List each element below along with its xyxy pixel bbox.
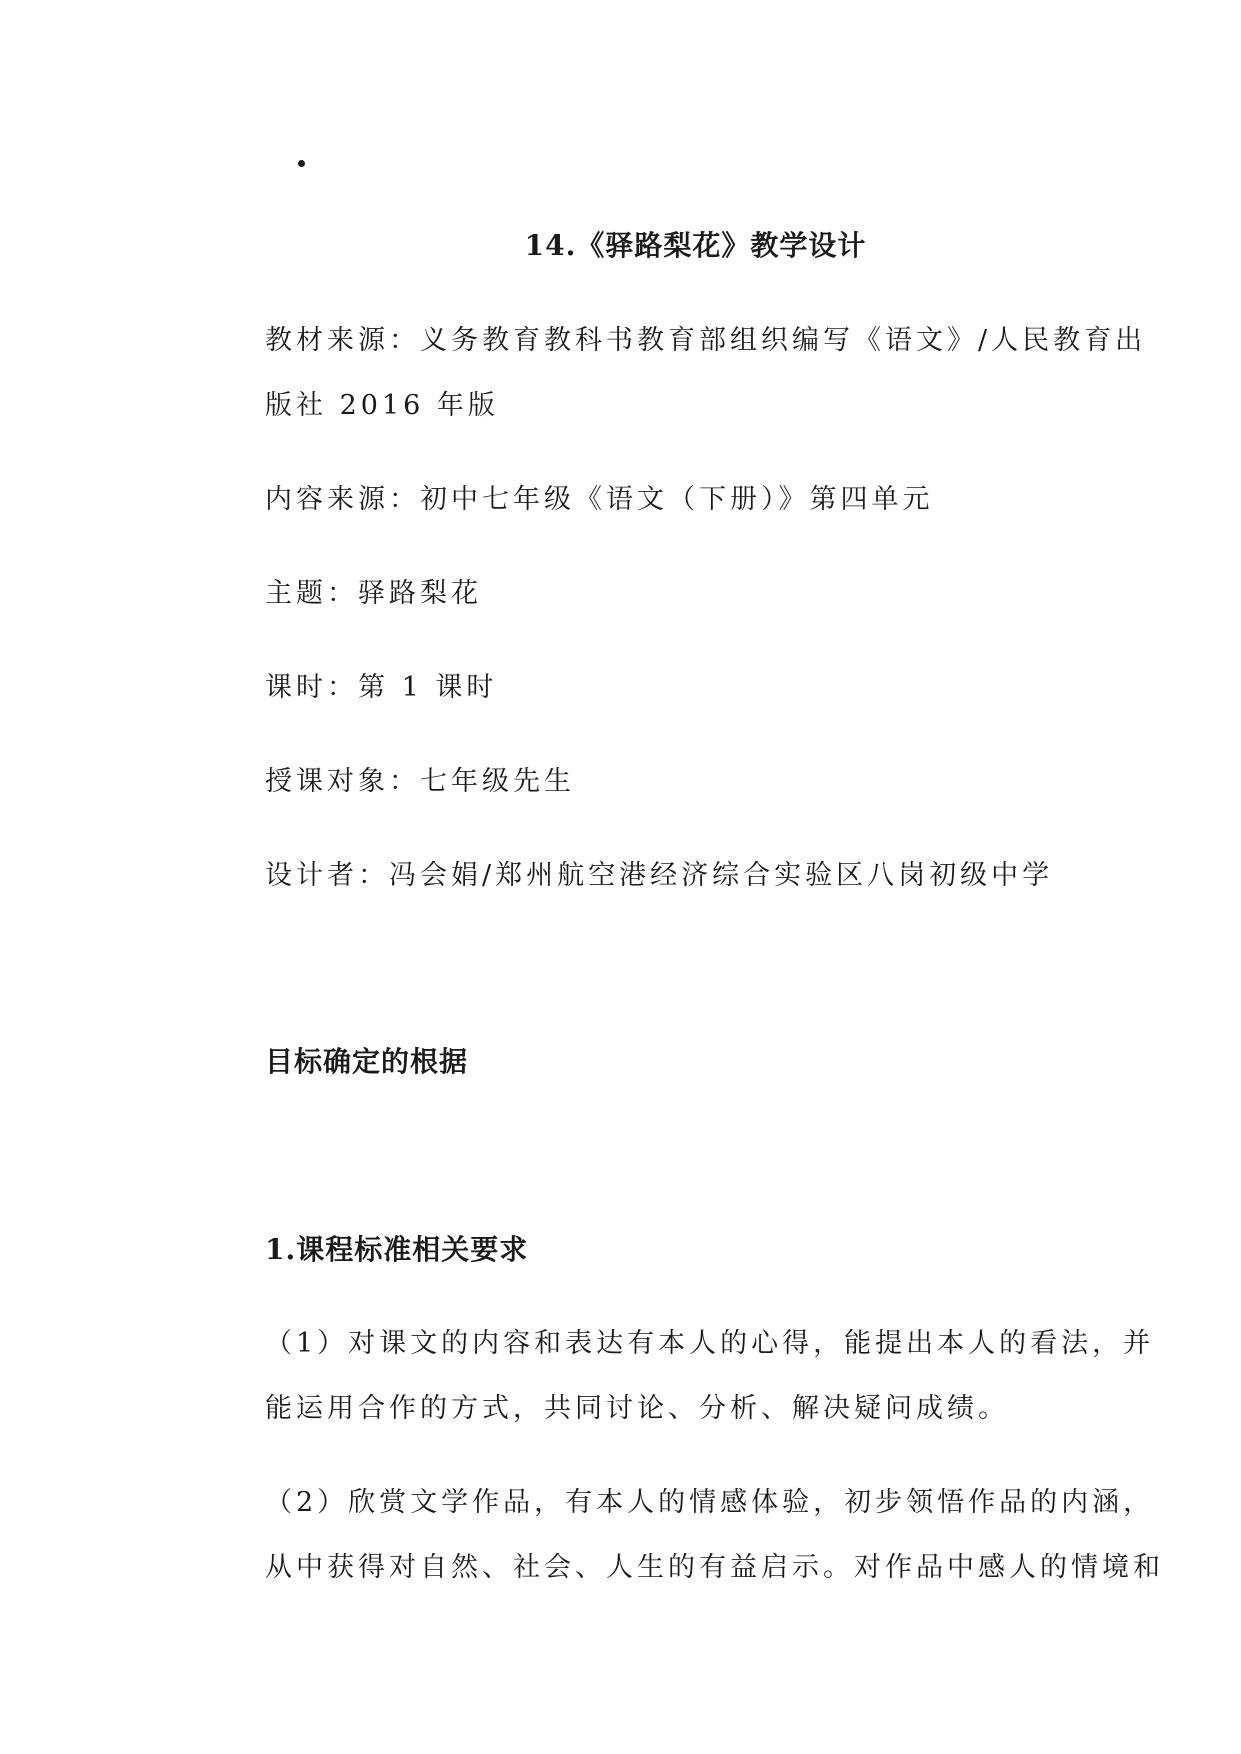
paragraph-1-line-2: 能运用合作的方式，共同讨论、分析、解决疑问成绩。 xyxy=(265,1393,1009,1424)
subsection-heading: 1.课程标准相关要求 xyxy=(265,1233,529,1266)
target-audience: 授课对象：七年级先生 xyxy=(265,766,575,797)
topic: 主题：驿路梨花 xyxy=(265,578,482,609)
content-source: 内容来源：初中七年级《语文（下册）》第四单元 xyxy=(265,484,934,515)
designer: 设计者：冯会娟/郑州航空港经济综合实验区八岗初级中学 xyxy=(265,860,1054,891)
paragraph-2-line-2: 从中获得对自然、社会、人生的有益启示。对作品中感人的情境和 xyxy=(265,1552,1164,1583)
bullet-dot xyxy=(298,160,305,167)
material-source-line-1: 教材来源：义务教育教科书教育部组织编写《语文》/人民教育出 xyxy=(265,325,1147,356)
material-source-line-2: 版社 2016 年版 xyxy=(265,390,499,421)
paragraph-1-line-1: （1）对课文的内容和表达有本人的心得，能提出本人的看法，并 xyxy=(265,1328,1155,1359)
document-title: 14.《驿路梨花》教学设计 xyxy=(524,229,867,262)
class-period: 课时：第 1 课时 xyxy=(265,672,498,703)
paragraph-2-line-1: （2）欣赏文学作品，有本人的情感体验，初步领悟作品的内涵， xyxy=(265,1487,1155,1518)
section-heading: 目标确定的根据 xyxy=(265,1045,469,1078)
